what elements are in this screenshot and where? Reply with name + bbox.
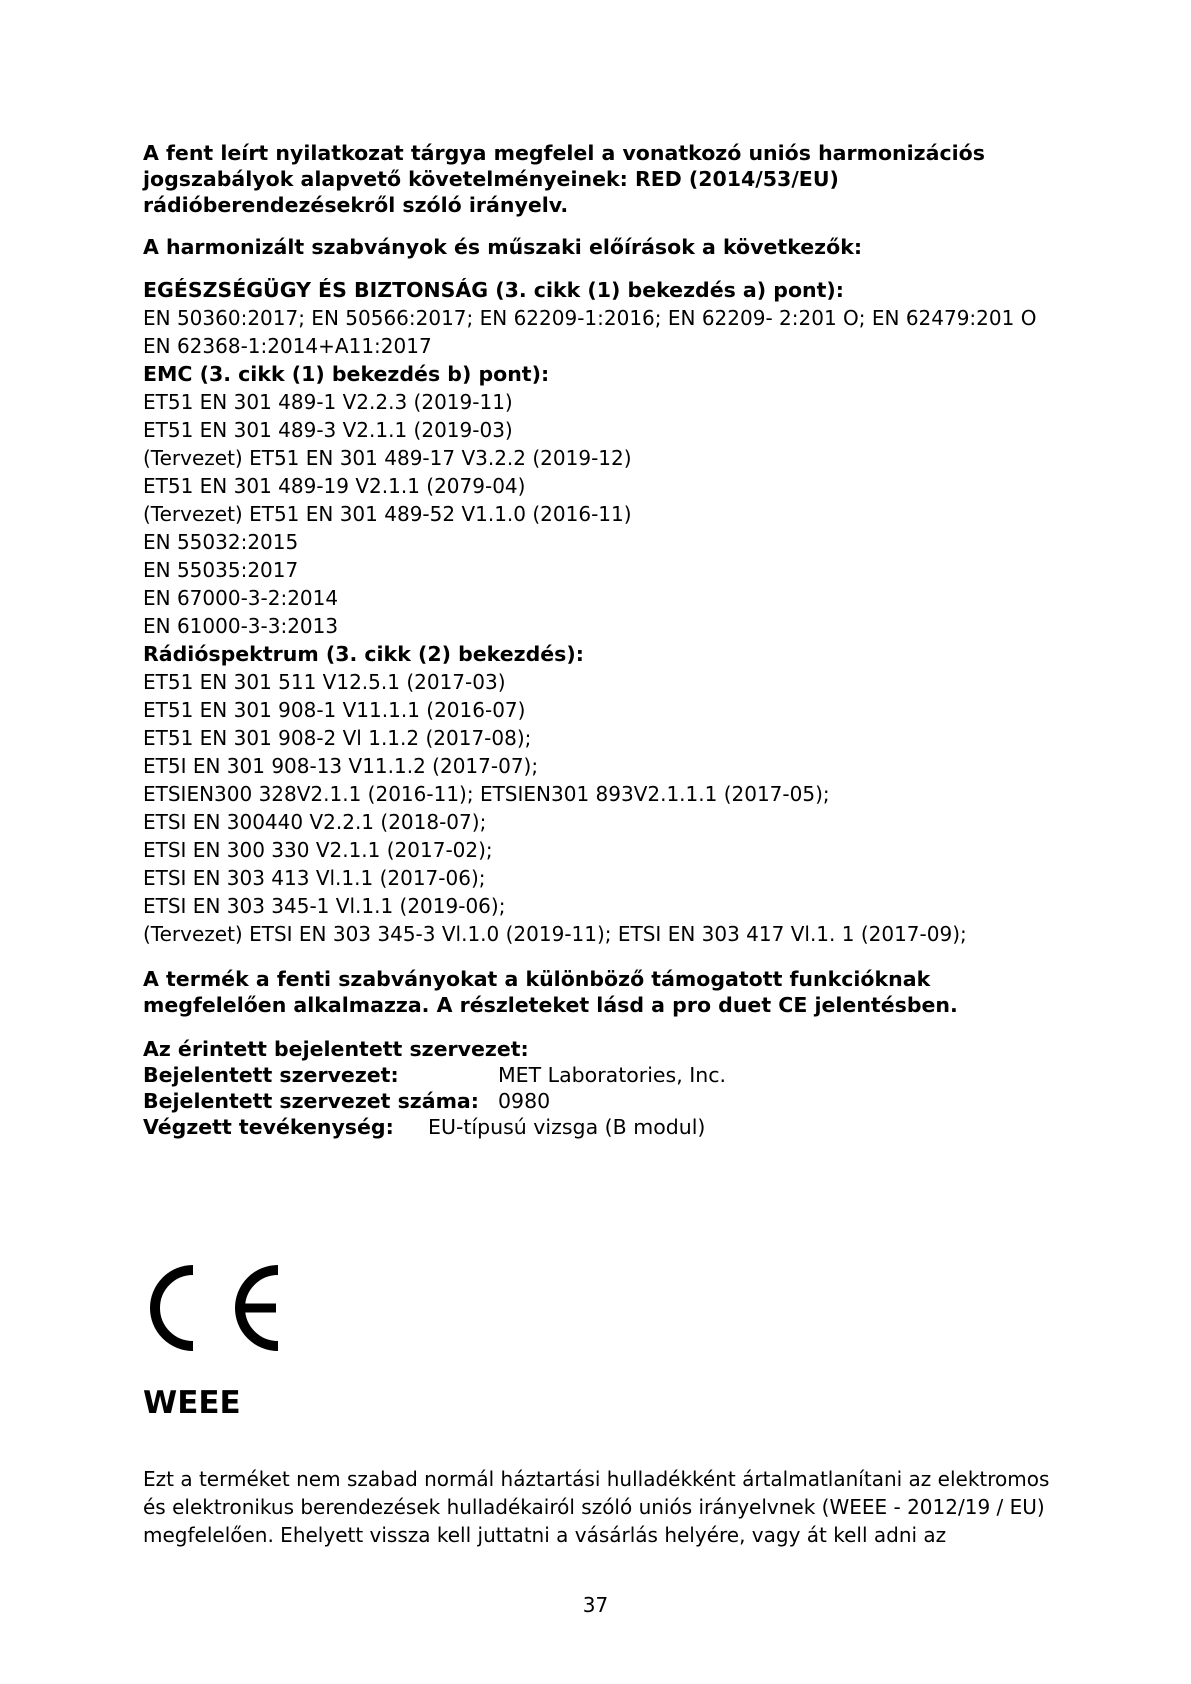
emc-line: EN 67000-3-2:2014 [143, 586, 339, 610]
radio-line: ET5I EN 301 908-13 V11.1.2 (2017-07); [143, 754, 539, 778]
ce-mark-icon [143, 1258, 283, 1358]
weee-heading: WEEE [143, 1385, 241, 1421]
health-line: EN 62368-1:2014+A11:2017 [143, 334, 432, 358]
health-line: EN 50360:2017; EN 50566:2017; EN 62209-1:2016; EN 62209- 2:201 O; EN 62479:201 O [143, 306, 1037, 330]
emc-line: ET51 EN 301 489-19 V2.1.1 (2079-04) [143, 474, 526, 498]
notified-heading: Az érintett bejelentett szervezet: [143, 1037, 529, 1061]
activity-label: Végzett tevékenység: [143, 1115, 394, 1139]
weee-paragraph: Ezt a terméket nem szabad normál háztartási hulladékként ártalmatlanítani az elektromos és elektronikus berendezések hulladékairól szóló uniós irányelvnek (WEEE - 2012/19 / EU) megfelelően. Ehelyett vissza kell juttatni a vásárlás helyére, vagy át kell adni az [143, 1467, 1050, 1547]
radio-line: ETSIEN300 328V2.1.1 (2016-11); ETSIEN301 893V2.1.1.1 (2017-05); [143, 782, 830, 806]
notified-body-value: MET Laboratories, Inc. [498, 1063, 727, 1087]
health-section [143, 276, 1073, 360]
emc-section [143, 360, 1073, 640]
notified-body-row [143, 1062, 1073, 1088]
standards-heading: A harmonizált szabványok és műszaki előírások a következők: [143, 235, 863, 259]
activity-row [143, 1114, 1073, 1140]
notified-number-row [143, 1088, 1073, 1114]
activity-value: EU-típusú vizsga (B modul) [428, 1115, 706, 1139]
radio-heading: Rádióspektrum (3. cikk (2) bekezdés): [143, 642, 584, 666]
radio-line: ETSI EN 303 413 Vl.1.1 (2017-06); [143, 866, 486, 890]
radio-line: ET51 EN 301 511 V12.5.1 (2017-03) [143, 670, 506, 694]
emc-line: (Tervezet) ET51 EN 301 489-52 V1.1.0 (2016-11) [143, 502, 632, 526]
radio-line: ETSI EN 300440 V2.2.1 (2018-07); [143, 810, 487, 834]
notified-number-label: Bejelentett szervezet száma: [143, 1089, 479, 1113]
emc-line: EN 61000-3-3:2013 [143, 614, 339, 638]
intro-paragraph: A fent leírt nyilatkozat tárgya megfelel a vonatkozó uniós harmonizációs jogszabályok alapvető követelményeinek: RED (2014/53/EU) rádióberendezésekről szóló irányelv. [143, 141, 985, 217]
emc-heading: EMC (3. cikk (1) bekezdés b) pont): [143, 362, 550, 386]
emc-line: (Tervezet) ET51 EN 301 489-17 V3.2.2 (2019-12) [143, 446, 632, 470]
radio-section [143, 640, 1073, 948]
radio-line: (Tervezet) ETSI EN 303 345-3 Vl.1.0 (2019-11); ETSI EN 303 417 Vl.1. 1 (2017-09); [143, 922, 967, 946]
product-statement: A termék a fenti szabványokat a különböző támogatott funkcióknak megfelelően alkalmazza. A részleteket lásd a pro duet CE jelentésben. [143, 967, 958, 1017]
radio-line: ET51 EN 301 908-1 V11.1.1 (2016-07) [143, 698, 526, 722]
notified-body-label: Bejelentett szervezet: [143, 1063, 399, 1087]
page-number: 37 [582, 1593, 609, 1617]
notified-number-value: 0980 [498, 1089, 551, 1113]
emc-line: ET51 EN 301 489-3 V2.1.1 (2019-03) [143, 418, 513, 442]
emc-line: ET51 EN 301 489-1 V2.2.3 (2019-11) [143, 390, 513, 414]
radio-line: ET51 EN 301 908-2 Vl 1.1.2 (2017-08); [143, 726, 532, 750]
emc-line: EN 55035:2017 [143, 558, 299, 582]
page-content [143, 140, 1073, 1140]
radio-line: ETSI EN 300 330 V2.1.1 (2017-02); [143, 838, 493, 862]
radio-line: ETSI EN 303 345-1 Vl.1.1 (2019-06); [143, 894, 506, 918]
emc-line: EN 55032:2015 [143, 530, 299, 554]
health-heading: EGÉSZSÉGÜGY ÉS BIZTONSÁG (3. cikk (1) bekezdés a) pont): [143, 278, 844, 302]
